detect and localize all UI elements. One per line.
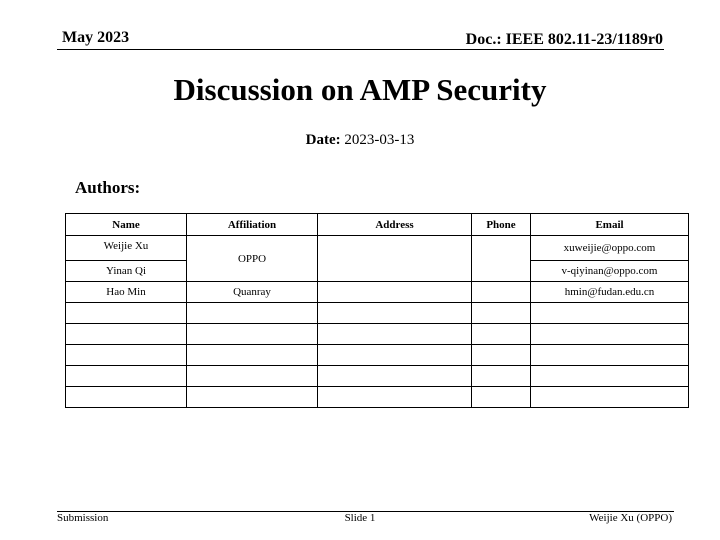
col-header-address: Address: [318, 214, 472, 236]
footer-slide-number: Slide 1: [344, 512, 376, 524]
empty-table-row: [66, 387, 689, 408]
empty-table-row: [66, 366, 689, 387]
authors-heading: Authors:: [75, 178, 141, 197]
cell-email: hmin@fudan.edu.cn: [531, 282, 689, 303]
col-header-affiliation: Affiliation: [187, 214, 318, 236]
header-date: May 2023: [62, 29, 130, 46]
table-row: [66, 282, 689, 303]
empty-table-row: [66, 345, 689, 366]
cell-address: [318, 236, 472, 282]
cell-name: Yinan Qi: [66, 261, 187, 282]
footer-author: Weijie Xu (OPPO): [589, 512, 672, 524]
cell-phone: [472, 236, 531, 282]
empty-table-row: [66, 324, 689, 345]
date-line: [0, 132, 720, 149]
header-doc-id: Doc.: IEEE 802.11-23/1189r0: [465, 31, 663, 48]
slide-title: Discussion on AMP Security: [173, 72, 547, 107]
authors-table: [65, 213, 689, 408]
date-value: 2023-03-13: [344, 132, 415, 148]
header-divider: [57, 49, 664, 50]
cell-affiliation: Quanray: [187, 282, 318, 303]
cell-email: v-qiyinan@oppo.com: [531, 261, 689, 282]
cell-phone: [472, 282, 531, 303]
cell-email: xuweijie@oppo.com: [531, 236, 689, 261]
table-row: [66, 236, 689, 261]
col-header-phone: Phone: [472, 214, 531, 236]
empty-table-row: [66, 303, 689, 324]
cell-address: [318, 282, 472, 303]
table-header-row: [66, 214, 689, 236]
cell-affiliation: OPPO: [187, 236, 318, 282]
date-label: Date:: [305, 132, 341, 148]
cell-name: Weijie Xu: [66, 236, 187, 261]
col-header-name: Name: [66, 214, 187, 236]
footer-submission: Submission: [57, 512, 109, 524]
col-header-email: Email: [531, 214, 689, 236]
cell-name: Hao Min: [66, 282, 187, 303]
